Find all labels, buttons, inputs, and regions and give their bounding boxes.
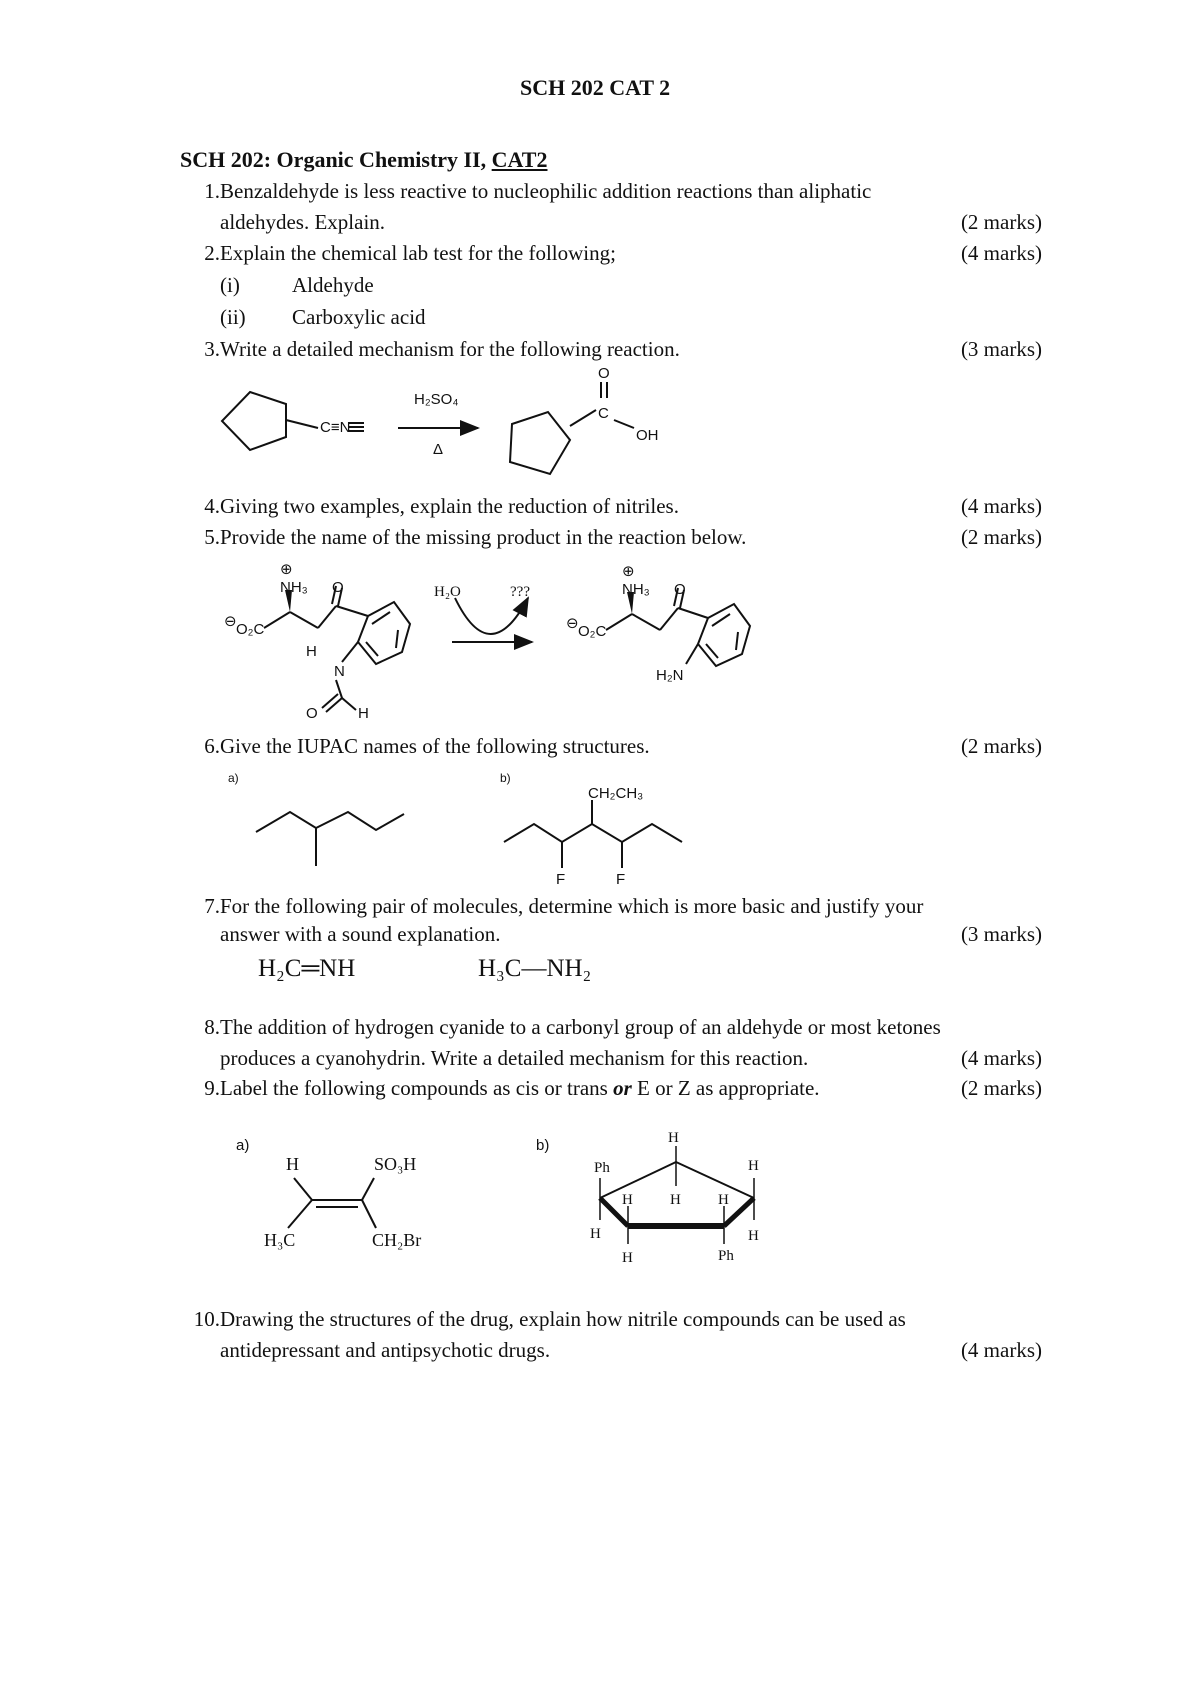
question-number: 6. bbox=[204, 734, 220, 758]
question-number: 9. bbox=[204, 1076, 220, 1100]
question-text: Giving two examples, explain the reduction of nitriles. bbox=[220, 494, 679, 518]
course-title-main: SCH 202: Organic Chemistry II, bbox=[180, 147, 487, 172]
question-text-part: Label the following compounds as cis or trans bbox=[220, 1076, 614, 1100]
substituent-so3h: SO₃H bbox=[374, 1154, 417, 1174]
formyl-oxygen: O bbox=[306, 705, 318, 722]
q6-structures bbox=[256, 800, 682, 868]
amine-label: H₂N bbox=[656, 667, 684, 684]
cyclopentane-ring bbox=[510, 412, 570, 474]
substituent-h: H bbox=[286, 1154, 299, 1174]
carboxyl-carbon: C bbox=[598, 405, 609, 422]
molecule-formula: H₂C═NH bbox=[258, 955, 356, 982]
ammonium-label: NH₃ bbox=[622, 581, 650, 598]
subitem-label: (i) bbox=[220, 273, 240, 297]
question-text: aldehydes. Explain. bbox=[220, 210, 386, 234]
page-title: SCH 202 CAT 2 bbox=[520, 75, 671, 100]
compound-label: b) bbox=[536, 1137, 550, 1154]
question-text: antidepressant and antipsychotic drugs. bbox=[220, 1338, 551, 1362]
ring-hydrogen: H bbox=[668, 1130, 679, 1146]
question-text: Explain the chemical lab test for the following; bbox=[220, 241, 616, 265]
carboxylate-label: O₂C bbox=[236, 621, 265, 638]
question-marks: (2 marks) bbox=[960, 525, 1042, 549]
ketone-oxygen: O bbox=[332, 579, 344, 596]
amide-hydrogen: H bbox=[306, 643, 317, 660]
ring-hydrogen: H bbox=[748, 1228, 759, 1244]
phenyl-label: Ph bbox=[594, 1160, 610, 1176]
ethyl-label: CH₂CH₃ bbox=[588, 785, 644, 802]
substituent-ch2br: CH₂Br bbox=[372, 1230, 422, 1250]
charge-minus: ⊖ bbox=[566, 615, 579, 632]
question-number: 10. bbox=[193, 1307, 220, 1331]
question-text: answer with a sound explanation. bbox=[220, 922, 501, 946]
course-title-cat: CAT2 bbox=[491, 147, 548, 172]
subitem-label: (ii) bbox=[220, 305, 246, 329]
question-number: 8. bbox=[204, 1015, 220, 1039]
question-text: For the following pair of molecules, determine which is more basic and justify your bbox=[220, 894, 924, 918]
heat-symbol: Δ bbox=[433, 441, 444, 458]
question-number: 1. bbox=[204, 179, 220, 203]
q5-reaction-diagram bbox=[264, 586, 750, 712]
cyclopentane-ring bbox=[222, 392, 286, 450]
question-number: 7. bbox=[204, 894, 220, 918]
question-marks: (4 marks) bbox=[960, 494, 1042, 518]
formyl-hydrogen: H bbox=[358, 705, 369, 722]
benzene-ring bbox=[358, 602, 410, 664]
structure-label: a) bbox=[228, 771, 239, 785]
question-text-part: E or Z as appropriate. bbox=[631, 1076, 820, 1100]
question-marks: (4 marks) bbox=[960, 1046, 1042, 1070]
ketone-oxygen: O bbox=[674, 581, 686, 598]
subitem-text: Carboxylic acid bbox=[292, 305, 426, 329]
ring-hydrogen: H bbox=[748, 1158, 759, 1174]
unknown-product: ??? bbox=[510, 584, 530, 600]
question-marks: (2 marks) bbox=[960, 210, 1042, 234]
question-number: 5. bbox=[204, 525, 220, 549]
subitem-text: Aldehyde bbox=[292, 273, 374, 297]
question-text: The addition of hydrogen cyanide to a carbonyl group of an aldehyde or most ketones bbox=[220, 1015, 941, 1039]
fluorine-label: F bbox=[556, 871, 566, 888]
molecule-formula: H₃C—NH₂ bbox=[478, 955, 592, 982]
question-text-emphasis: or bbox=[613, 1076, 632, 1100]
question-text: Drawing the structures of the drug, explain how nitrile compounds can be used as bbox=[220, 1307, 906, 1331]
benzene-ring bbox=[698, 604, 750, 666]
substituent-ch3: H₃C bbox=[264, 1230, 296, 1250]
question-text: Provide the name of the missing product in the reaction below. bbox=[220, 525, 747, 549]
ring-hydrogen: H bbox=[622, 1250, 633, 1266]
ring-hydrogen: H bbox=[590, 1226, 601, 1242]
ring-hydrogen: H bbox=[718, 1192, 729, 1208]
phenyl-label: Ph bbox=[718, 1248, 734, 1264]
hydroxyl-label: OH bbox=[636, 427, 659, 444]
question-marks: (2 marks) bbox=[960, 1076, 1042, 1100]
question-marks: (4 marks) bbox=[960, 1338, 1042, 1362]
q9a-alkene bbox=[288, 1178, 376, 1228]
charge-plus: ⊕ bbox=[280, 561, 293, 578]
question-text: Benzaldehyde is less reactive to nucleophilic addition reactions than aliphatic bbox=[220, 179, 872, 203]
question-number: 3. bbox=[204, 337, 220, 361]
nitrile-label: C≡N bbox=[320, 419, 351, 436]
structure-label: b) bbox=[500, 771, 511, 785]
carboxylate-label: O₂C bbox=[578, 623, 607, 640]
question-number: 2. bbox=[204, 241, 220, 265]
question-number: 4. bbox=[204, 494, 220, 518]
question-text: Write a detailed mechanism for the following reaction. bbox=[220, 337, 680, 361]
question-marks: (2 marks) bbox=[960, 734, 1042, 758]
question-text: Give the IUPAC names of the following structures. bbox=[220, 734, 650, 758]
carbonyl-oxygen: O bbox=[598, 365, 610, 382]
amide-nitrogen: N bbox=[334, 663, 345, 680]
ring-hydrogen: H bbox=[622, 1192, 633, 1208]
question-marks: (3 marks) bbox=[960, 922, 1042, 946]
water-label: H₂O bbox=[434, 584, 461, 600]
question-marks: (4 marks) bbox=[960, 241, 1042, 265]
charge-plus: ⊕ bbox=[622, 563, 635, 580]
curved-arrow bbox=[455, 598, 528, 634]
charge-minus: ⊖ bbox=[224, 613, 237, 630]
compound-label: a) bbox=[236, 1137, 250, 1154]
ring-hydrogen: H bbox=[670, 1192, 681, 1208]
fluorine-label: F bbox=[616, 871, 626, 888]
reagent-label: H₂SO₄ bbox=[414, 391, 459, 408]
question-text: produces a cyanohydrin. Write a detailed mechanism for this reaction. bbox=[220, 1046, 809, 1070]
question-marks: (3 marks) bbox=[960, 337, 1042, 361]
ammonium-label: NH₃ bbox=[280, 579, 308, 596]
